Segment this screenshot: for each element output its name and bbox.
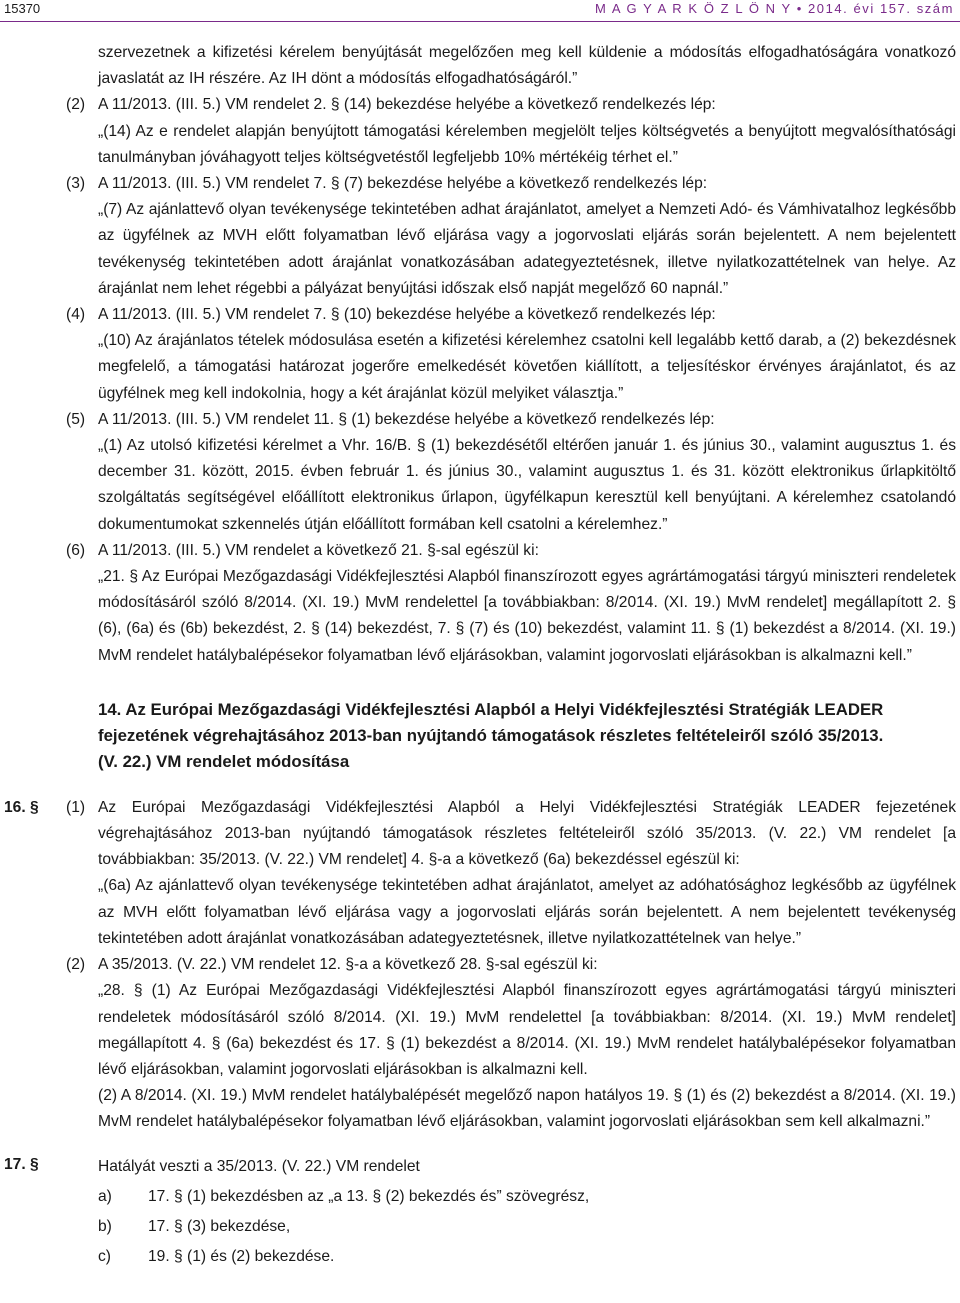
item-text: A 11/2013. (III. 5.) VM rendelet 11. § (1) bekezdése helyébe a következő rendelkezés lép: xyxy=(98,410,715,428)
item-text: A 11/2013. (III. 5.) VM rendelet 2. § (14) bekezdése helyébe a következő rendelkezés lép: xyxy=(98,96,716,114)
document-body xyxy=(0,40,960,1272)
section-14-title: 14. Az Európai Mezőgazdasági Vidékfejlesztési Alapból a Helyi Vidékfejlesztési Stratégiák LEADER fejezetének végrehajtásához 2013-ban nyújtandó támogatások részletes feltételeiről szóló 35/2013. (V. 22.) VM rendelet módosítása xyxy=(98,699,884,771)
item-number: (3) xyxy=(66,175,86,193)
item-text: A 11/2013. (III. 5.) VM rendelet 7. § (7) bekezdése helyébe a következő rendelkezés lép: xyxy=(98,175,708,193)
item-text: A 35/2013. (V. 22.) VM rendelet 12. §-a a következő 28. §-sal egészül ki: xyxy=(98,956,598,974)
paragraph-17-text: Hatályát veszti a 35/2013. (V. 22.) VM rendelet xyxy=(98,1157,420,1175)
item-2 xyxy=(0,92,960,171)
list-letter: a) xyxy=(98,1187,112,1205)
item-quote: „(6a) Az ajánlattevő olyan tevékenysége tekintetében adhat árajánlatot, amelyet az adóhatósághoz legkésőbb az ügyfélnek az MVH előtt folyamatban lévő eljárása vagy a jogorvoslati eljárás során bejelentett. A nem bejelentett tevékenység tekintetében adott árajánlat vonatkozásában adategyeztetésnek, illetve nyilatkozattételnek van helye.” xyxy=(98,877,956,947)
item-number: (2) xyxy=(66,956,86,974)
list-text: 19. § (1) és (2) bekezdése. xyxy=(148,1247,335,1265)
item-quote: „(7) Az ajánlattevő olyan tevékenysége tekintetében adhat árajánlatot, amelyet a Nemzeti Adó- és Vámhivatalhoz legkésőbb az ügyfélnek az MVH előtt folyamatban lévő eljárása vagy a jogorvoslati eljárás során bejelentett. A nem bejelentett tevékenység tekintetében adott árajánlat vonatkozásában adategyeztetésnek, illetve nyilatkozattételnek van helye. Az árajánlat nem lehet régebbi a pályázat benyújtási időszak első napját megelőző 60 napnál.” xyxy=(98,201,956,297)
item-number: (4) xyxy=(66,306,86,324)
item-quote-continued: (2) A 8/2014. (XI. 19.) MvM rendelet hatálybalépését megelőző napon hatályos 19. § (1) és (2) bekezdést a 8/2014. (XI. 19.) MvM rendelet hatálybalépésekor folyamatban lévő eljárásokban, valamint jogorvoslati eljárásokban sem kell alkalmazni.” xyxy=(98,1087,956,1131)
item-number: (2) xyxy=(66,96,86,114)
item-number: (6) xyxy=(66,541,86,559)
item-text: A 11/2013. (III. 5.) VM rendelet 7. § (10) bekezdése helyébe a következő rendelkezés lép: xyxy=(98,306,716,324)
intro-continuation: szervezetnek a kifizetési kérelem benyújtását megelőzően meg kell küldenie a módosítás elfogadhatóságára vonatkozó javaslatát az IH részére. Az IH dönt a módosítás elfogadhatóságáról.” xyxy=(98,44,956,88)
item-quote: „28. § (1) Az Európai Mezőgazdasági Vidékfejlesztési Alapból finanszírozott egyes agrártámogatási tárgyú miniszteri rendeletek módosításáról szóló 8/2014. (XI. 19.) MvM rendelettel [a továbbiakban: 8/2014. (XI. 19.) MvM rendelet] megállapított 4. § (6a) bekezdést és 17. § (1) bekezdést a 8/2014. (XI. 19.) MvM rendelet hatálybalépésekor folyamatban lévő eljárásokban, valamint jogorvoslati eljárásokban is alkalmazni kell. xyxy=(98,982,956,1078)
paragraph-17-label: 17. § xyxy=(4,1155,39,1173)
item-3 xyxy=(0,171,960,302)
item-6 xyxy=(0,538,960,669)
header-rule xyxy=(0,21,960,22)
list-text: 17. § (1) bekezdésben az „a 13. § (2) bekezdés és” szövegrész, xyxy=(148,1187,590,1205)
page-number: 15370 xyxy=(4,1,41,16)
list-letter: c) xyxy=(98,1247,111,1265)
paragraph-16-label: 16. § xyxy=(4,798,39,816)
list-item xyxy=(0,1242,960,1272)
paragraph-17 xyxy=(0,1152,960,1272)
page-header xyxy=(0,0,960,20)
item-quote: „(10) Az árajánlatos tételek módosulása esetén a kifizetési kérelemhez csatolni kell legalább kettő darab, a (2) bekezdésnek megfelelő, a támogatási határozat jogerőre emelkedését követően kiállított, a teljesítéskor érvényes árajánlatot, és az ügyfélnek meg kell indokolnia, hogy a két árajánlat közül melyiket választja.” xyxy=(98,332,956,402)
item-quote: „(14) Az e rendelet alapján benyújtott támogatási kérelemben megjelölt teljes költségvetés a benyújtott megvalósíthatósági tanulmányban jóváhagyott teljes költségvetéstől legfeljebb 10% mértékéig térhet el.” xyxy=(98,122,956,166)
list-text: 17. § (3) bekezdése, xyxy=(148,1217,291,1235)
item-number: (1) xyxy=(66,798,86,816)
paragraph-16 xyxy=(0,795,960,1136)
list-letter: b) xyxy=(98,1217,112,1235)
list-item xyxy=(0,1182,960,1212)
list-item xyxy=(0,1212,960,1242)
item-text: Az Európai Mezőgazdasági Vidékfejlesztési Alapból a Helyi Vidékfejlesztési Stratégiák LEADER fejezetének végrehajtásához 2013-ban nyújtandó támogatások részletes feltételeiről szóló 35/2013. (V. 22.) VM rendelet [a továbbiakban: 35/2013. (V. 22.) VM rendelet] 4. §-a a következő (6a) bekezdéssel egészül ki: xyxy=(98,798,956,869)
item-4 xyxy=(0,302,960,407)
journal-title: M A G Y A R K Ö Z L Ö N Y • 2014. évi 157. szám xyxy=(595,1,954,16)
item-quote: „(1) Az utolsó kifizetési kérelmet a Vhr. 16/B. § (1) bekezdésétől eltérően január 1. és június 30., valamint augusztus 1. és december 31. között, 2015. évben február 1. és június 30., valamint augusztus 1. és 31. között elektronikus űrlapkitöltő szolgáltatás segítségével előállított elektronikus űrlapon, ügyfélkapun keresztül kell benyújtani. A kérelemhez csatolandó dokumentumokat szkennelés útján előállított formában kell csatolni a kérelemhez.” xyxy=(98,437,956,533)
item-quote: „21. § Az Európai Mezőgazdasági Vidékfejlesztési Alapból finanszírozott egyes agrártámogatási tárgyú miniszteri rendeletek módosításáról szóló 8/2014. (XI. 19.) MvM rendelettel [a továbbiakban: 8/2014. (XI. 19.) MvM rendelet] megállapított 2. § (6), (6a) és (6b) bekezdést, 2. § (14) bekezdést, 7. § (7) és (10) bekezdést, valamint 11. § (1) bekezdést a 8/2014. (XI. 19.) MvM rendelet hatálybalépésekor folyamatban lévő eljárásokban, valamint jogorvoslati eljárásokban is alkalmazni kell.” xyxy=(98,568,956,664)
item-text: A 11/2013. (III. 5.) VM rendelet a következő 21. §-sal egészül ki: xyxy=(98,541,539,559)
item-number: (5) xyxy=(66,410,86,428)
item-5 xyxy=(0,407,960,538)
